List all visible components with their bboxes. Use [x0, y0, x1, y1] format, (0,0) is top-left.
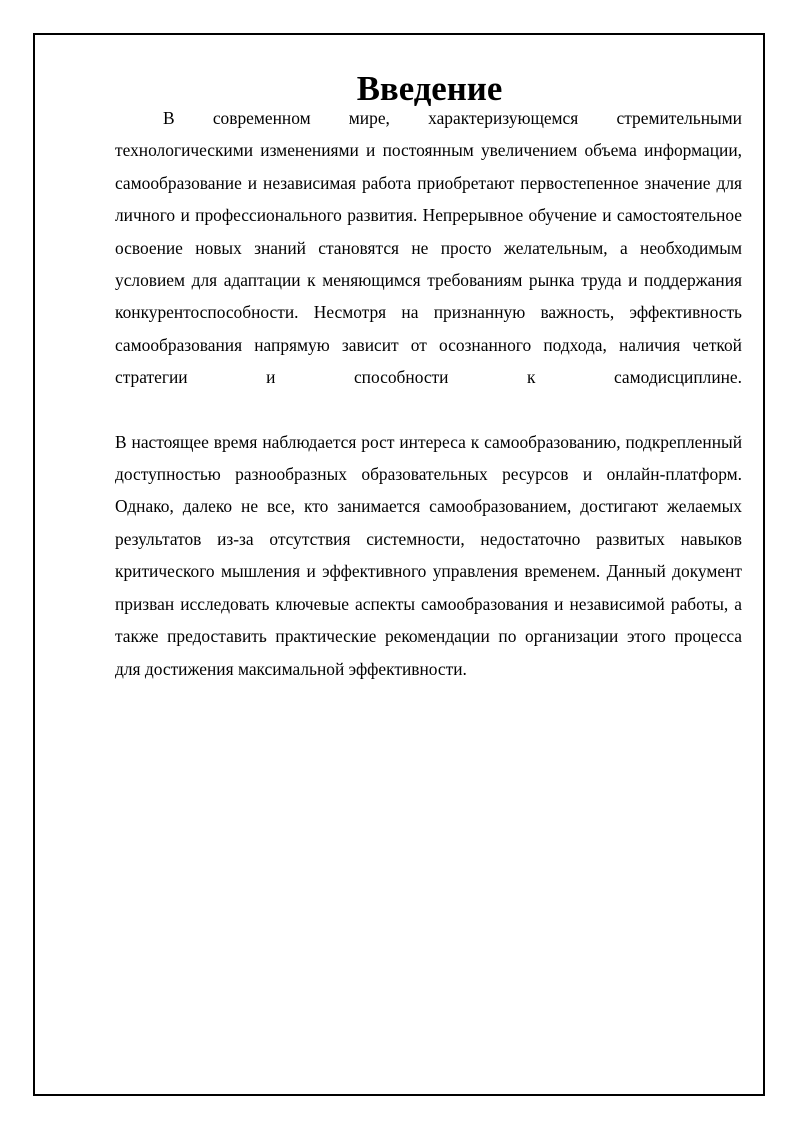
document-body	[115, 69, 742, 685]
document-heading: Введение	[356, 69, 503, 108]
paragraph-current-state: В настоящее время наблюдается рост интереса к самообразованию, подкрепленный доступностью разнообразных образовательных ресурсов и онлайн-платформ. Однако, далеко не все, кто занимается самообразованием, достигают желаемых результатов из-за отсутствия системности, недостаточно развитых навыков критического мышления и эффективного управления временем. Данный документ призван исследовать ключевые аспекты самообразования и независимой работы, а также предоставить практические рекомендации по организации этого процесса для достижения максимальной эффективности.	[115, 431, 742, 679]
paragraph-intro: В современном мире, характеризующемся стремительными технологическими изменениями и постоянным увеличением объема информации, самообразование и независимая работа приобретают первостепенное значение для личного и профессионального развития. Непрерывное обучение и самостоятельное освоение новых знаний становятся не просто желательным, а необходимым условием для адаптации к меняющимся требованиям рынка труда и поддержания конкурентоспособности. Несмотря на признанную важность, эффективность самообразования напрямую зависит от осознанного подхода, наличия четкой стратегии и способности к самодисциплине.	[115, 108, 742, 388]
